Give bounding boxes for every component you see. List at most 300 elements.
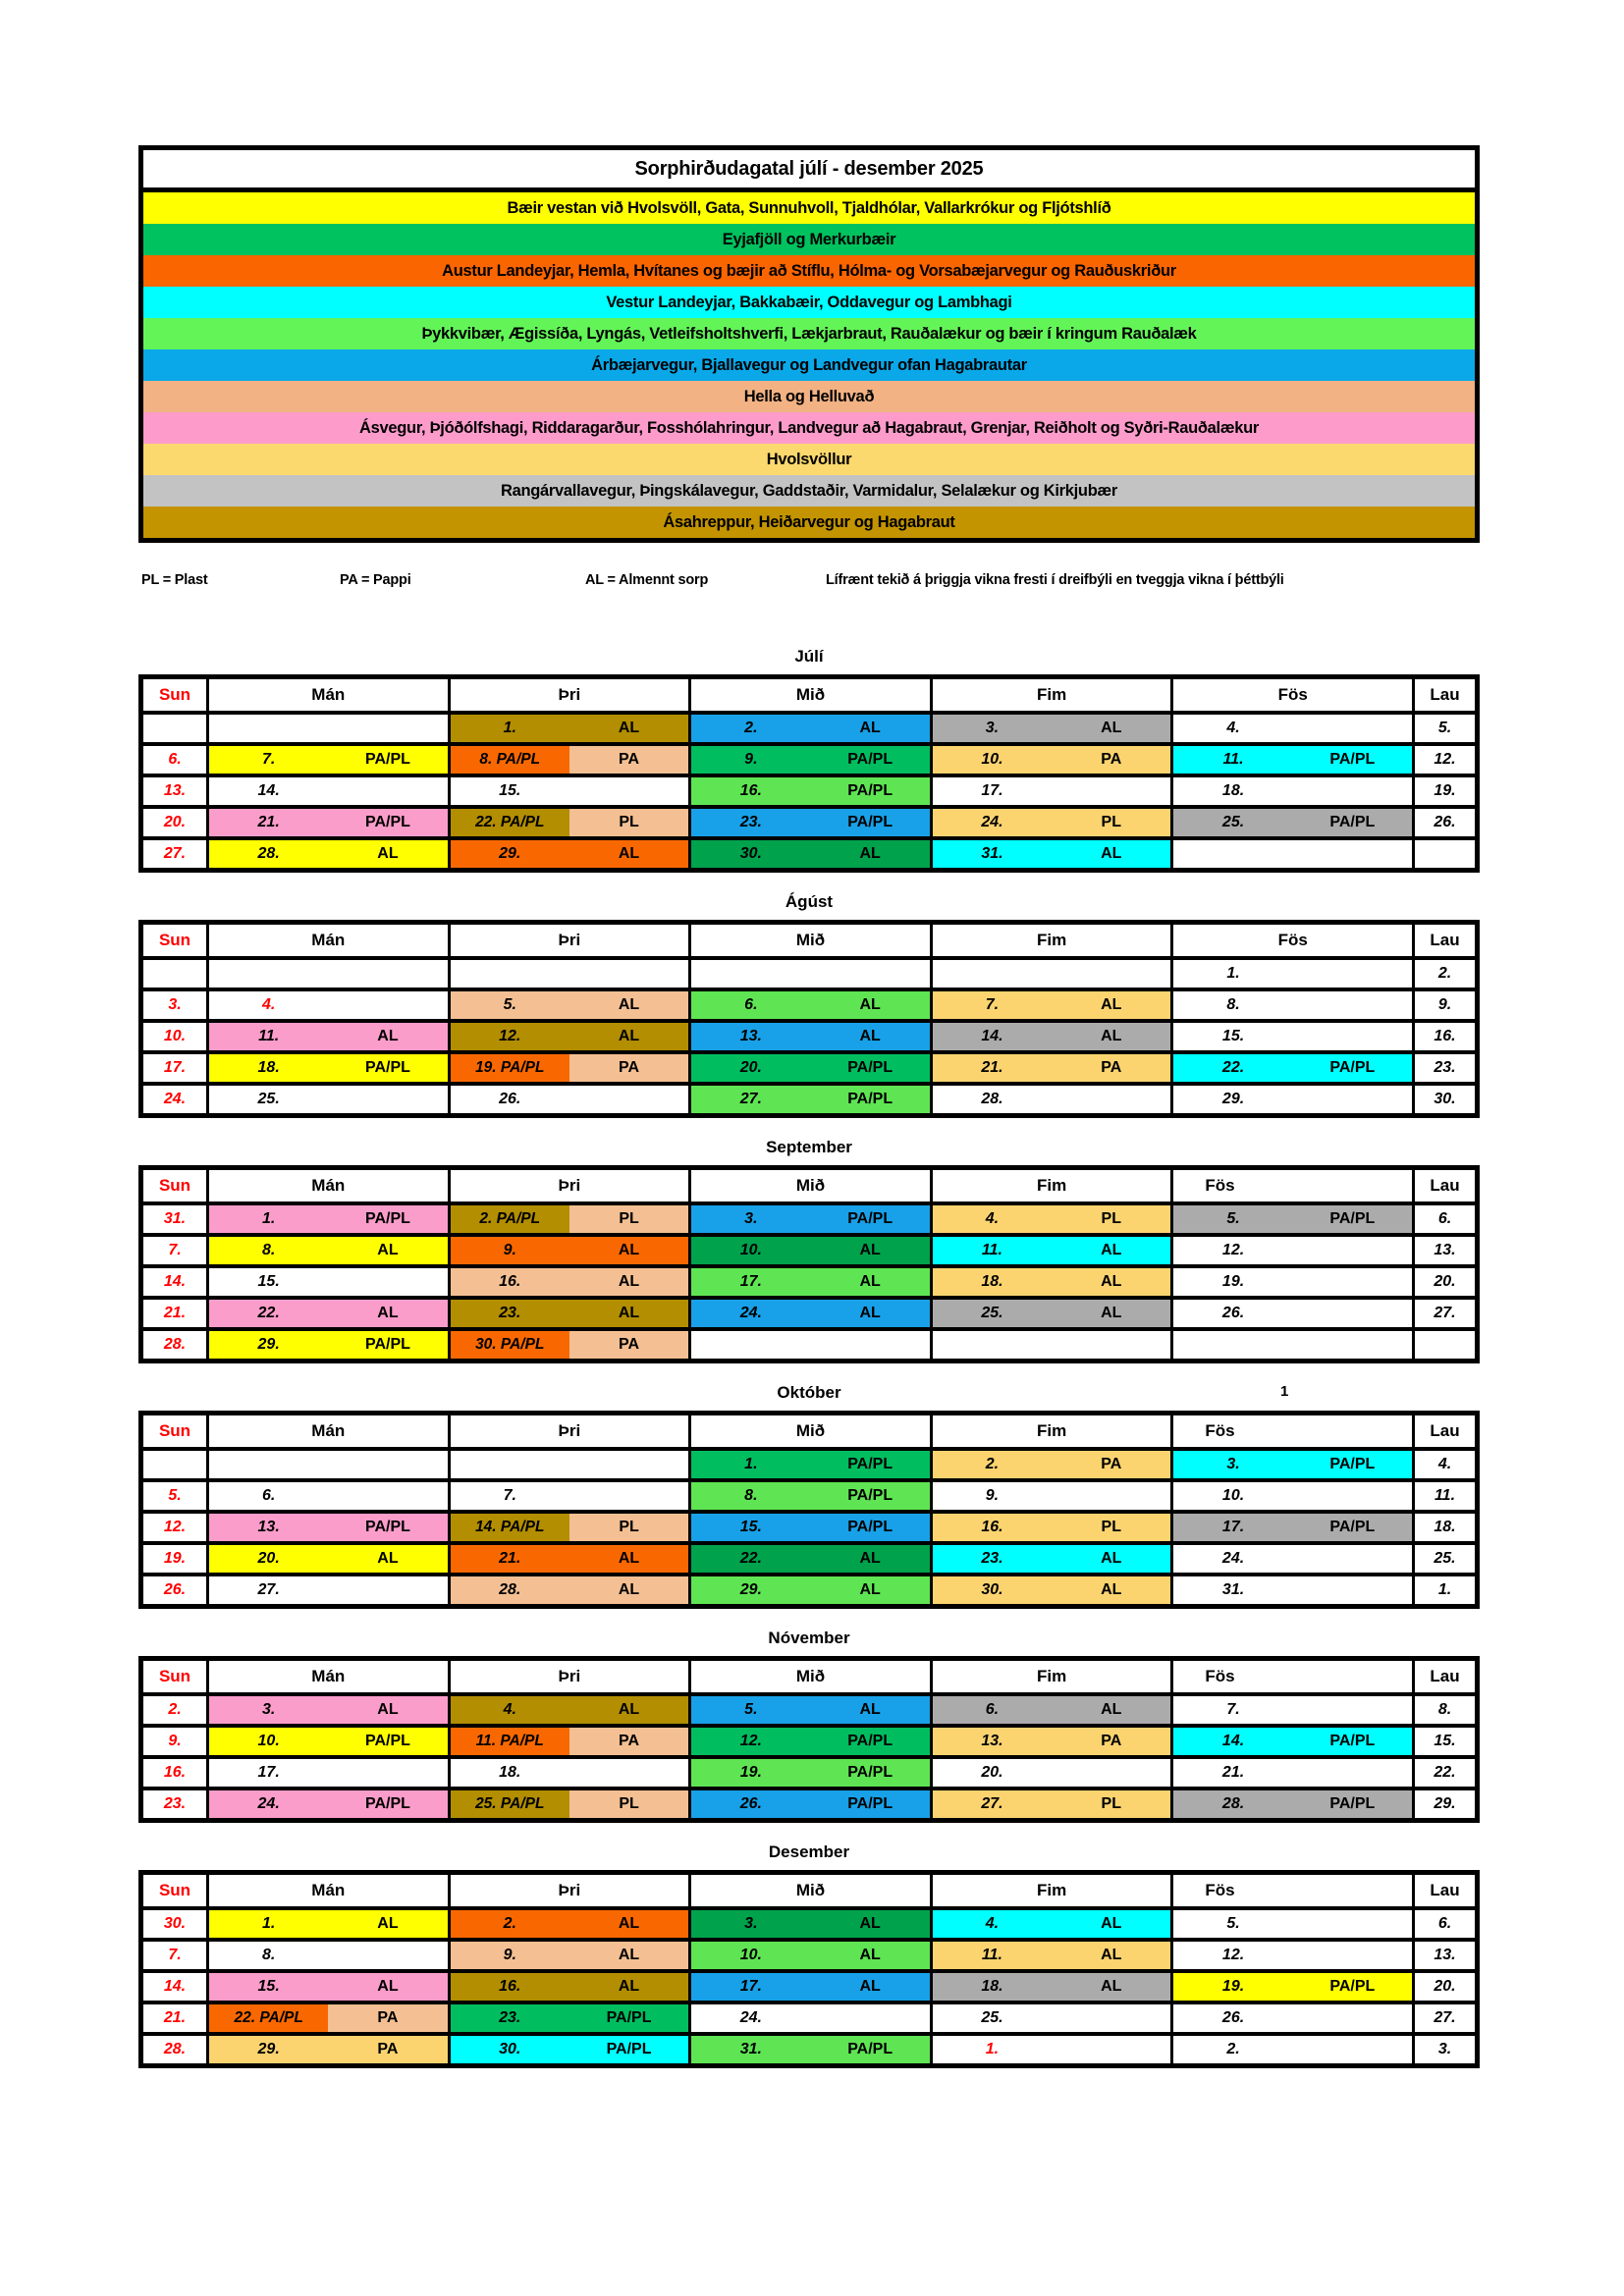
day-cell (448, 1514, 689, 1541)
month-title: Október (777, 1383, 841, 1402)
day-date: 7. (1226, 1701, 1240, 1718)
weekday-label: Sun (158, 1176, 191, 1195)
day-cell (1170, 1576, 1412, 1604)
day-cell (1412, 1086, 1475, 1113)
day-date: 8. (261, 1242, 276, 1258)
weekday-label: Fös (1205, 1176, 1235, 1195)
day-label: PA (619, 1733, 640, 1749)
calendar-table (138, 1165, 1480, 1363)
region-label: Vestur Landeyjar, Bakkabæir, Oddavegur og Lambhagi (606, 293, 1012, 311)
day-date: 23. (739, 814, 762, 830)
weekday-label: Þri (558, 1881, 581, 1899)
day-cell (1412, 1759, 1475, 1787)
day-date: 15. (257, 1978, 280, 1995)
day-cell (143, 1910, 206, 1938)
day-date: 16. (739, 782, 762, 799)
day-cell (143, 2004, 206, 2032)
day-date: 17. (1221, 1519, 1245, 1535)
day-cell (448, 991, 689, 1019)
weekday-header-row (143, 1170, 1475, 1201)
day-date: 20. (981, 1764, 1003, 1781)
region-row (143, 224, 1475, 255)
day-date: 28. (257, 845, 280, 862)
day-date: 3. (1226, 1456, 1240, 1472)
day-date: 11. (258, 1028, 280, 1044)
day-cell (448, 1759, 689, 1787)
weekday-label: Mán (311, 931, 346, 949)
day-date: 1. (1437, 1581, 1452, 1598)
calendar-week-row (143, 1541, 1475, 1573)
day-label: AL (618, 996, 640, 1013)
day-label: PA/PL (1329, 814, 1376, 830)
day-date: 10. (257, 1733, 280, 1749)
day-label: PA/PL (847, 1210, 893, 1227)
day-label: AL (618, 1947, 640, 1963)
day-date: 26. (163, 1581, 187, 1598)
month-section (138, 1138, 1480, 1363)
day-date: 20. (1434, 1273, 1456, 1290)
weekday-label: Þri (558, 931, 581, 949)
day-date: 14. (981, 1028, 1003, 1044)
day-date: 14. PA/PL (475, 1519, 545, 1535)
day-label: PA/PL (364, 1336, 410, 1353)
day-date: 5. (744, 1701, 758, 1718)
day-date: 29. (739, 1581, 762, 1598)
day-cell (1412, 1451, 1475, 1478)
day-date: 5. (1226, 1210, 1240, 1227)
day-cell (448, 840, 689, 868)
day-cell (143, 1300, 206, 1327)
day-cell-split-left (209, 2004, 328, 2032)
day-label: AL (859, 1550, 881, 1567)
day-label: AL (859, 1273, 881, 1290)
day-date: 11. (1434, 1487, 1456, 1504)
day-date: 22. PA/PL (475, 814, 545, 830)
day-date: 24. (163, 1091, 187, 1107)
day-date: 26. (739, 1795, 762, 1812)
day-date: 29. (1434, 1795, 1456, 1812)
day-date: 23. (163, 1795, 187, 1812)
day-cell-split-left (451, 1790, 569, 1818)
day-cell (688, 840, 930, 868)
weekday-label: Mán (311, 685, 346, 704)
calendar-week-row (143, 1510, 1475, 1541)
day-label: AL (859, 1242, 881, 1258)
day-cell (930, 1482, 1171, 1510)
weekday-label: Sun (158, 1881, 191, 1899)
calendar-week-row (143, 988, 1475, 1019)
weekday-label: Mán (311, 1176, 346, 1195)
day-label: PA/PL (1329, 1733, 1376, 1749)
weekday-header-cell (1170, 1661, 1412, 1692)
day-cell (688, 1942, 930, 1969)
day-cell-split-right (569, 1054, 688, 1082)
day-date: 26. (1221, 2009, 1245, 2026)
day-label: PA/PL (847, 1764, 893, 1781)
day-label: PA (619, 751, 640, 768)
day-cell (1412, 715, 1475, 742)
day-label: AL (1101, 1581, 1122, 1598)
day-cell (930, 1451, 1171, 1478)
day-date: 27. (257, 1581, 280, 1598)
month-note: 1 (1280, 1383, 1289, 1400)
day-cell (688, 1576, 930, 1604)
day-date: 17. (163, 1059, 187, 1076)
day-date: 20. (163, 814, 187, 830)
day-date: 2. (503, 1915, 516, 1932)
day-cell (143, 1086, 206, 1113)
weekday-header-cell (930, 1875, 1171, 1906)
day-date: 30. PA/PL (475, 1336, 545, 1353)
day-date: 31. (163, 1210, 187, 1227)
day-cell (930, 1759, 1171, 1787)
day-cell (688, 777, 930, 805)
day-date: 11. (1222, 751, 1244, 768)
day-date: 13. (163, 782, 187, 799)
day-date: 17. (739, 1273, 762, 1290)
day-label: PA/PL (364, 1210, 410, 1227)
day-cell (448, 777, 689, 805)
day-label: PA/PL (606, 2009, 652, 2026)
day-label: AL (1101, 1978, 1122, 1995)
day-cell (930, 809, 1171, 836)
day-date: 19. PA/PL (475, 1059, 545, 1076)
day-label: AL (377, 1550, 399, 1567)
day-date: 5. (1226, 1915, 1240, 1932)
day-label: AL (1101, 1305, 1122, 1321)
weekday-header-cell (448, 1661, 689, 1692)
day-label: PA/PL (847, 751, 893, 768)
month-title-row (138, 647, 1480, 667)
day-date: 16. (163, 1764, 187, 1781)
day-cell (688, 1205, 930, 1233)
day-cell (688, 1482, 930, 1510)
day-cell (206, 1300, 448, 1327)
day-label: AL (859, 1701, 881, 1718)
day-date: 2. (168, 1701, 182, 1718)
day-cell-split-right (569, 1205, 688, 1233)
legend-item: PA = Pappi (340, 572, 411, 588)
day-label: AL (1101, 1915, 1122, 1932)
day-cell (206, 991, 448, 1019)
day-date: 17. (739, 1978, 762, 1995)
day-date: 8. (261, 1947, 276, 1963)
day-label: AL (377, 1701, 399, 1718)
calendar-week-row (143, 1233, 1475, 1264)
day-cell (1170, 1728, 1412, 1755)
region-label: Eyjafjöll og Merkurbæir (722, 230, 896, 248)
day-cell (206, 1576, 448, 1604)
day-date: 26. (1221, 1305, 1245, 1321)
day-label: PA (1101, 1059, 1122, 1076)
day-cell (143, 2036, 206, 2063)
day-label: AL (377, 1915, 399, 1932)
day-label: PA/PL (364, 814, 410, 830)
day-label: AL (618, 1028, 640, 1044)
months (138, 647, 1480, 2068)
day-cell (206, 1910, 448, 1938)
day-cell (930, 746, 1171, 774)
weekday-header-cell (143, 1170, 206, 1201)
day-cell (1170, 1545, 1412, 1573)
day-cell (448, 1910, 689, 1938)
day-date: 14. (163, 1978, 187, 1995)
weekday-label: Sun (158, 685, 191, 704)
calendar-table (138, 1411, 1480, 1609)
day-cell (688, 1545, 930, 1573)
day-label: PA/PL (1329, 1059, 1376, 1076)
day-label: AL (1101, 1947, 1122, 1963)
region-row (143, 255, 1475, 287)
day-cell (1412, 1696, 1475, 1724)
day-label: PA (377, 2041, 399, 2057)
day-date: 28. (163, 2041, 187, 2057)
day-date: 19. (1221, 1978, 1245, 1995)
calendar-week-row (143, 1787, 1475, 1818)
weekday-header-row (143, 1415, 1475, 1447)
calendar-week-row (143, 1447, 1475, 1478)
legend-item: Lífrænt tekið á þriggja vikna fresti í dreifbýli en tveggja vikna í þéttbýli (826, 572, 1284, 588)
weekday-header-cell (143, 925, 206, 956)
day-label: AL (618, 1701, 640, 1718)
day-date: 7. (985, 996, 1000, 1013)
weekday-label: Mið (795, 1421, 826, 1440)
day-label: AL (618, 1581, 640, 1598)
day-cell (688, 746, 930, 774)
region-label: Hella og Helluvað (743, 387, 875, 405)
day-date: 15. (499, 782, 521, 799)
day-label: PA (619, 1336, 640, 1353)
day-cell (143, 777, 206, 805)
weekday-header-cell (930, 1170, 1171, 1201)
calendar-table (138, 920, 1480, 1118)
weekday-header-cell (930, 679, 1171, 711)
day-label: AL (1101, 1701, 1122, 1718)
day-date: 10. (981, 751, 1003, 768)
day-cell (688, 1451, 930, 1478)
day-date: 9. (1437, 996, 1452, 1013)
day-date: 18. (981, 1978, 1003, 1995)
day-date: 3. (168, 996, 182, 1013)
day-cell (688, 1268, 930, 1296)
region-row (143, 381, 1475, 412)
day-cell (448, 1054, 689, 1082)
calendar-week-row (143, 1906, 1475, 1938)
day-cell (1170, 1942, 1412, 1969)
region-label: Hvolsvöllur (766, 450, 852, 468)
day-cell-split-left (451, 1205, 569, 1233)
day-cell (448, 1086, 689, 1113)
day-cell (1412, 1514, 1475, 1541)
region-rows (143, 192, 1475, 538)
day-cell (1412, 777, 1475, 805)
weekday-label: Lau (1430, 931, 1460, 949)
day-cell (143, 1545, 206, 1573)
day-cell (930, 777, 1171, 805)
weekday-header-cell (688, 925, 930, 956)
day-cell (448, 1023, 689, 1050)
day-cell (930, 840, 1171, 868)
day-date: 13. (739, 1028, 762, 1044)
weekday-header-row (143, 1875, 1475, 1906)
day-cell (688, 1728, 930, 1755)
day-label: PA/PL (847, 814, 893, 830)
day-label: AL (618, 1550, 640, 1567)
day-cell (1170, 2036, 1412, 2063)
day-date: 30. (1434, 1091, 1456, 1107)
day-label: AL (859, 1028, 881, 1044)
day-cell (206, 715, 448, 742)
day-date: 15. (739, 1519, 762, 1535)
day-cell (206, 1451, 448, 1478)
day-label: PA/PL (364, 1059, 410, 1076)
weekday-header-cell (1412, 925, 1475, 956)
weekday-header-cell (930, 1415, 1171, 1447)
weekday-label: Sun (158, 1421, 191, 1440)
day-cell (206, 2004, 448, 2032)
day-cell (930, 991, 1171, 1019)
day-date: 25. (1434, 1550, 1456, 1567)
day-label: PA/PL (847, 1059, 893, 1076)
day-date: 22. (1434, 1764, 1456, 1781)
weekday-label: Lau (1430, 1176, 1460, 1195)
day-date: 11. (981, 1242, 1002, 1258)
day-label: PL (619, 1795, 639, 1812)
day-cell (1412, 2004, 1475, 2032)
day-cell (1170, 2004, 1412, 2032)
weekday-header-cell (1412, 1661, 1475, 1692)
month-title-row (138, 1138, 1480, 1157)
day-cell (1412, 1910, 1475, 1938)
day-cell (1170, 1790, 1412, 1818)
day-date: 18. (981, 1273, 1003, 1290)
day-date: 13. (1434, 1242, 1456, 1258)
day-date: 4. (1437, 1456, 1452, 1472)
day-date: 21. (257, 814, 280, 830)
day-label: PL (1101, 1519, 1121, 1535)
calendar-week-row (143, 1050, 1475, 1082)
day-date: 6. (744, 996, 758, 1013)
day-date: 5. (1437, 720, 1452, 736)
weekday-header-cell (143, 1875, 206, 1906)
day-date: 3. (744, 1210, 758, 1227)
day-date: 1. (985, 2041, 1000, 2057)
day-date: 2. (985, 1456, 1000, 1472)
day-cell-split-left (451, 746, 569, 774)
day-date: 8. PA/PL (479, 751, 541, 768)
month-title: September (766, 1138, 852, 1156)
weekday-header-cell (688, 679, 930, 711)
day-label: AL (859, 1978, 881, 1995)
day-cell (206, 809, 448, 836)
day-cell (1412, 960, 1475, 988)
day-label: PA/PL (1329, 1456, 1376, 1472)
day-cell (206, 1942, 448, 1969)
day-cell (1170, 1759, 1412, 1787)
day-date: 1. (1226, 965, 1240, 982)
day-label: AL (377, 1242, 399, 1258)
month-title-row (138, 1383, 1480, 1403)
day-date: 23. (499, 1305, 521, 1321)
day-label: AL (618, 1273, 640, 1290)
day-date: 19. (1434, 782, 1456, 799)
weekday-label: Fös (1205, 1881, 1235, 1899)
weekday-label: Mið (795, 1667, 826, 1685)
day-cell (1170, 1300, 1412, 1327)
month-title: Ágúst (785, 892, 834, 911)
month-title-row (138, 1629, 1480, 1648)
day-cell (1412, 1268, 1475, 1296)
day-cell (688, 960, 930, 988)
weekday-label: Mán (311, 1421, 346, 1440)
day-cell (1412, 840, 1475, 868)
day-date: 25. (257, 1091, 280, 1107)
calendar-week-row (143, 1019, 1475, 1050)
day-cell (206, 840, 448, 868)
weekday-label: Fös (1205, 1421, 1235, 1440)
day-date: 19. (163, 1550, 187, 1567)
day-date: 27. (981, 1795, 1003, 1812)
day-label: PA/PL (847, 1091, 893, 1107)
day-cell (1412, 1576, 1475, 1604)
day-date: 27. (1434, 2009, 1456, 2026)
calendar-week-row (143, 711, 1475, 742)
day-cell (930, 1545, 1171, 1573)
day-date: 24. (981, 814, 1003, 830)
day-cell (1412, 1205, 1475, 1233)
day-cell (688, 2036, 930, 2063)
weekday-header-cell (930, 925, 1171, 956)
region-label: Rangárvallavegur, Þingskálavegur, Gaddstaðir, Varmidalur, Selalækur og Kirkjubær (500, 481, 1117, 500)
day-date: 27. (163, 845, 187, 862)
day-label: PA/PL (847, 2041, 893, 2057)
day-cell (448, 1942, 689, 1969)
weekday-header-cell (143, 1661, 206, 1692)
day-label: PA/PL (1329, 1795, 1376, 1812)
weekday-header-cell (1170, 679, 1412, 711)
day-cell (448, 1696, 689, 1724)
day-cell (143, 1514, 206, 1541)
region-row (143, 412, 1475, 444)
day-cell (930, 1300, 1171, 1327)
day-cell (1170, 1910, 1412, 1938)
day-date: 24. (739, 1305, 762, 1321)
weekday-header-cell (930, 1661, 1171, 1692)
day-cell (143, 1054, 206, 1082)
day-label: PL (1101, 1210, 1121, 1227)
day-label: AL (859, 720, 881, 736)
day-label: AL (859, 996, 881, 1013)
day-date: 30. (499, 2041, 521, 2057)
day-date: 9. (985, 1487, 1000, 1504)
day-cell (930, 2036, 1171, 2063)
day-cell (1412, 1545, 1475, 1573)
day-date: 18. (257, 1059, 280, 1076)
day-date: 4. (985, 1915, 1000, 1932)
day-date: 1. (503, 720, 516, 736)
day-date: 15. (1434, 1733, 1456, 1749)
day-cell (143, 1728, 206, 1755)
day-date: 22. (257, 1305, 280, 1321)
day-label: PA/PL (847, 1519, 893, 1535)
day-cell (143, 1973, 206, 2001)
day-date: 10. (739, 1242, 762, 1258)
day-label: PA (619, 1059, 640, 1076)
weekday-label: Mán (311, 1881, 346, 1899)
weekday-header-cell (206, 1170, 448, 1201)
day-cell (930, 1514, 1171, 1541)
weekday-label: Lau (1430, 1667, 1460, 1685)
